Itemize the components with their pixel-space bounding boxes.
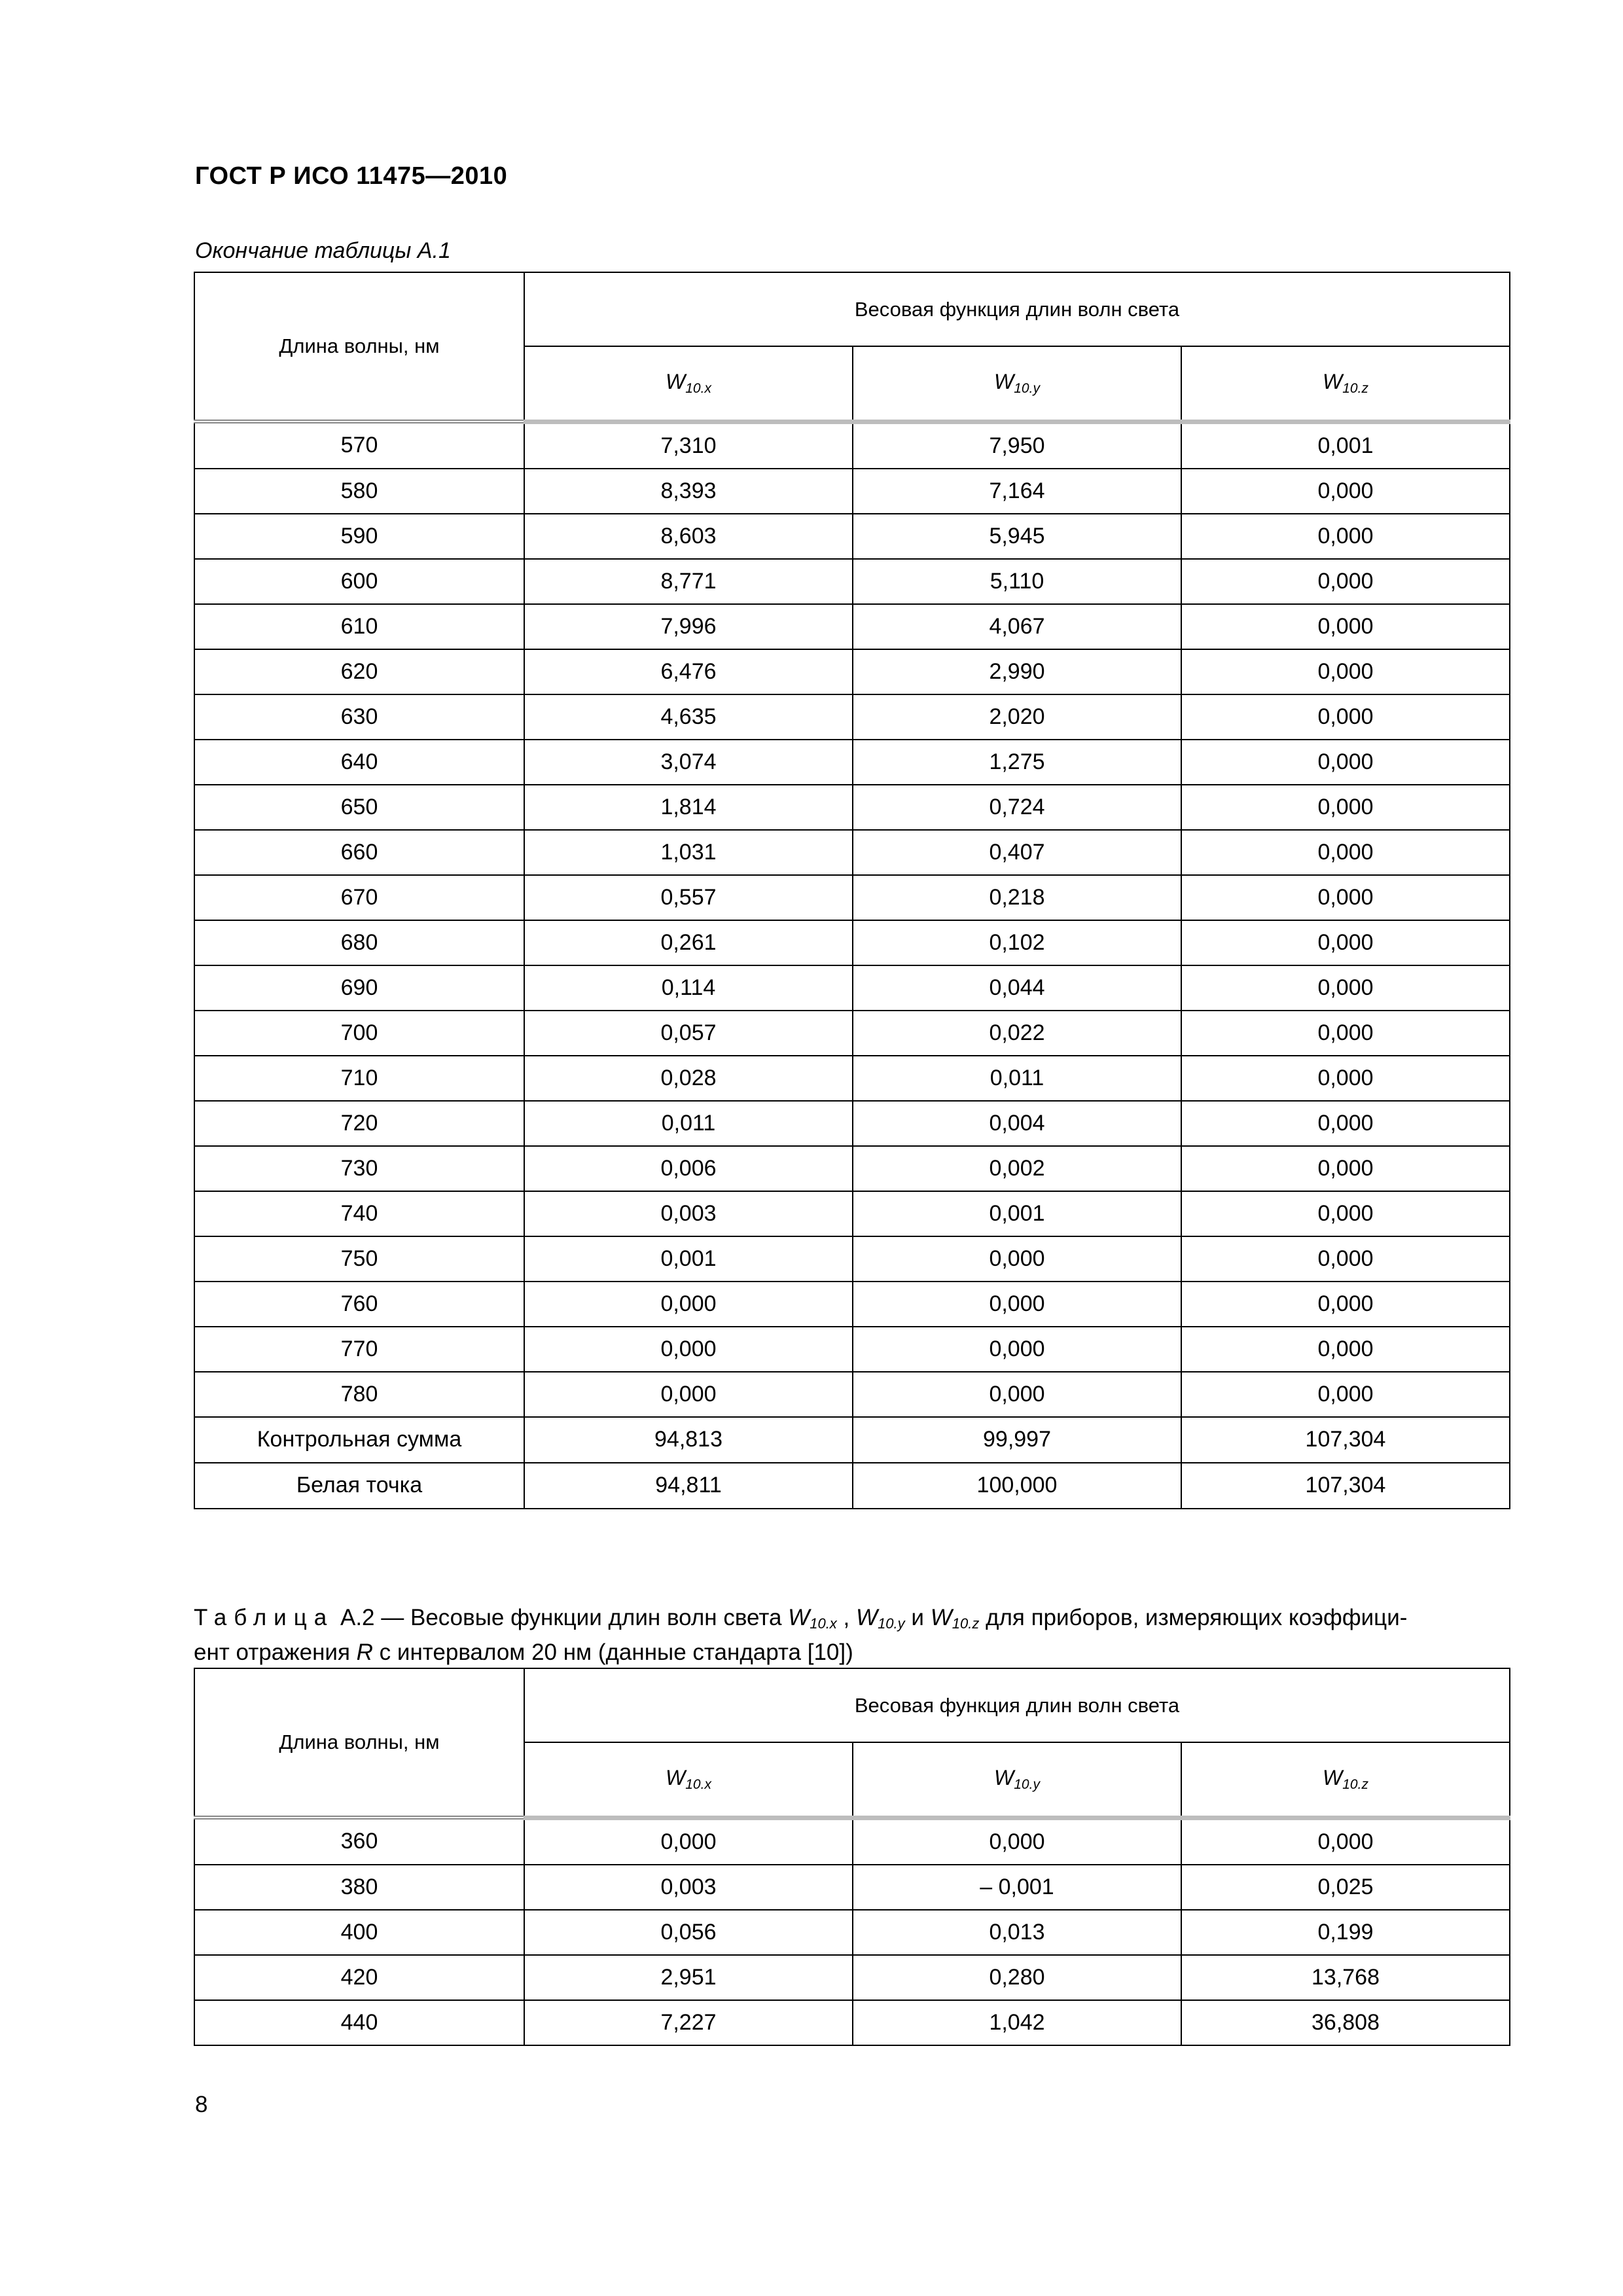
table-row xyxy=(194,1372,1510,1417)
wavelength-cell: 440 xyxy=(194,2000,524,2045)
w10x-cell: 2,951 xyxy=(524,1955,853,2000)
w10y-cell: 0,044 xyxy=(853,965,1181,1011)
table1-wavelength-header: Длина волны, нм xyxy=(194,272,524,422)
table-row xyxy=(194,830,1510,875)
whitepoint-x: 94,811 xyxy=(524,1463,853,1509)
w10z-cell: 0,000 xyxy=(1181,514,1510,559)
whitepoint-z: 107,304 xyxy=(1181,1463,1510,1509)
wavelength-cell: 600 xyxy=(194,559,524,604)
w10y-cell: 2,990 xyxy=(853,649,1181,694)
w10x-cell: 8,603 xyxy=(524,514,853,559)
table-row xyxy=(194,469,1510,514)
w10z-cell: 0,000 xyxy=(1181,559,1510,604)
w10y-cell: 0,013 xyxy=(853,1910,1181,1955)
wavelength-cell: 750 xyxy=(194,1236,524,1282)
wavelength-cell: 740 xyxy=(194,1191,524,1236)
w10y-cell: 0,000 xyxy=(853,1372,1181,1417)
w10z-cell: 0,199 xyxy=(1181,1910,1510,1955)
table-row xyxy=(194,1955,1510,2000)
w10y-cell: 2,020 xyxy=(853,694,1181,740)
wavelength-cell: 420 xyxy=(194,1955,524,2000)
w10y-cell: 0,001 xyxy=(853,1191,1181,1236)
table2-caption-prefix: Таблица xyxy=(194,1605,334,1630)
table-a1-continuation xyxy=(194,272,1510,1509)
w10y-cell: 0,280 xyxy=(853,1955,1181,2000)
table-row xyxy=(194,422,1510,469)
table-row xyxy=(194,1327,1510,1372)
w10x-cell: 0,000 xyxy=(524,1818,853,1865)
w10y-cell: 7,950 xyxy=(853,422,1181,469)
w10y-cell: 7,164 xyxy=(853,469,1181,514)
document-header-title: ГОСТ Р ИСО 11475—2010 xyxy=(195,162,508,190)
w10y-cell: 0,022 xyxy=(853,1011,1181,1056)
w10x-cell: 0,056 xyxy=(524,1910,853,1955)
wavelength-cell: 690 xyxy=(194,965,524,1011)
w10y-cell: 0,407 xyxy=(853,830,1181,875)
w10y-cell: 1,042 xyxy=(853,2000,1181,2045)
w10x-cell: 0,557 xyxy=(524,875,853,920)
w10z-cell: 0,000 xyxy=(1181,1818,1510,1865)
w10x-cell: 0,003 xyxy=(524,1865,853,1910)
wavelength-cell: 610 xyxy=(194,604,524,649)
table-row xyxy=(194,559,1510,604)
checksum-x: 94,813 xyxy=(524,1417,853,1463)
table-row xyxy=(194,694,1510,740)
wavelength-cell: 780 xyxy=(194,1372,524,1417)
w10z-cell: 0,000 xyxy=(1181,875,1510,920)
w10z-cell: 0,000 xyxy=(1181,1327,1510,1372)
table-a2 xyxy=(194,1668,1510,2046)
wavelength-cell: 710 xyxy=(194,1056,524,1101)
wavelength-cell: 650 xyxy=(194,785,524,830)
w10y-cell: 0,000 xyxy=(853,1282,1181,1327)
table-row xyxy=(194,1818,1510,1865)
w10y-cell: 0,102 xyxy=(853,920,1181,965)
whitepoint-label: Белая точка xyxy=(194,1463,524,1509)
w10y-cell: 4,067 xyxy=(853,604,1181,649)
w10x-cell: 0,057 xyxy=(524,1011,853,1056)
w10y-cell: – 0,001 xyxy=(853,1865,1181,1910)
table-row xyxy=(194,1101,1510,1146)
w10z-cell: 0,000 xyxy=(1181,649,1510,694)
table-row xyxy=(194,1056,1510,1101)
table-row xyxy=(194,875,1510,920)
wavelength-cell: 380 xyxy=(194,1865,524,1910)
w10z-cell: 0,000 xyxy=(1181,785,1510,830)
w10z-cell: 0,000 xyxy=(1181,1011,1510,1056)
w10x-cell: 0,001 xyxy=(524,1236,853,1282)
page-number: 8 xyxy=(195,2092,208,2117)
w10z-cell: 0,000 xyxy=(1181,604,1510,649)
table1-weight-function-header: Весовая функция длин волн света xyxy=(524,272,1510,346)
table2-caption: Таблица А.2 — Весовые функции длин волн света $W_{10.x}$ , $W_{10.y}$ и $W_{10.z}$ для приборов, измеряющих коэффици- ент отражения R с интервалом 20 нм (данные стандарта [10]) xyxy=(194,1605,1408,1665)
w10x-cell: 7,310 xyxy=(524,422,853,469)
w10z-cell: 0,000 xyxy=(1181,830,1510,875)
table-row xyxy=(194,1282,1510,1327)
w10z-cell: 0,000 xyxy=(1181,1372,1510,1417)
checksum-y: 99,997 xyxy=(853,1417,1181,1463)
w10x-cell: 7,996 xyxy=(524,604,853,649)
table-row xyxy=(194,1011,1510,1056)
table-row xyxy=(194,1910,1510,1955)
w10y-cell: 0,011 xyxy=(853,1056,1181,1101)
table1-w10y-header: $W_{10.y}$ xyxy=(853,346,1181,422)
w10x-cell: 0,261 xyxy=(524,920,853,965)
wavelength-cell: 590 xyxy=(194,514,524,559)
table2-body xyxy=(194,1818,1510,2045)
wavelength-cell: 580 xyxy=(194,469,524,514)
w10y-cell: 0,004 xyxy=(853,1101,1181,1146)
table1-w10x-header: $W_{10.x}$ xyxy=(524,346,853,422)
table-row xyxy=(194,1146,1510,1191)
w10x-cell: 1,814 xyxy=(524,785,853,830)
table-row xyxy=(194,920,1510,965)
table-row xyxy=(194,2000,1510,2045)
table-row xyxy=(194,514,1510,559)
w10z-cell: 0,000 xyxy=(1181,1101,1510,1146)
table1-body xyxy=(194,422,1510,1417)
table-row xyxy=(194,604,1510,649)
wavelength-cell: 620 xyxy=(194,649,524,694)
w10y-cell: 0,000 xyxy=(853,1327,1181,1372)
w10z-cell: 36,808 xyxy=(1181,2000,1510,2045)
w10y-cell: 0,724 xyxy=(853,785,1181,830)
w10z-cell: 0,000 xyxy=(1181,469,1510,514)
table-row xyxy=(194,649,1510,694)
w10x-cell: 0,000 xyxy=(524,1327,853,1372)
w10z-cell: 0,025 xyxy=(1181,1865,1510,1910)
table1-checksum-row xyxy=(194,1417,1510,1463)
table2-caption-text-1: — Весовые функции длин волн света xyxy=(381,1605,782,1630)
wavelength-cell: 630 xyxy=(194,694,524,740)
w10x-cell: 0,006 xyxy=(524,1146,853,1191)
w10x-cell: 8,771 xyxy=(524,559,853,604)
table-row xyxy=(194,1191,1510,1236)
w10z-cell: 0,000 xyxy=(1181,920,1510,965)
wavelength-cell: 670 xyxy=(194,875,524,920)
w10y-cell: 0,002 xyxy=(853,1146,1181,1191)
table2-w10z-header: $W_{10.z}$ xyxy=(1181,1742,1510,1818)
w10z-cell: 0,000 xyxy=(1181,1146,1510,1191)
w10y-cell: 1,275 xyxy=(853,740,1181,785)
w10z-cell: 13,768 xyxy=(1181,1955,1510,2000)
table-row xyxy=(194,1236,1510,1282)
w10x-cell: 8,393 xyxy=(524,469,853,514)
w10z-cell: 0,000 xyxy=(1181,1191,1510,1236)
table2-caption-text-2: для приборов, измеряющих коэффици- xyxy=(986,1605,1408,1630)
table1-whitepoint-row xyxy=(194,1463,1510,1509)
w10x-cell: 0,011 xyxy=(524,1101,853,1146)
wavelength-cell: 770 xyxy=(194,1327,524,1372)
table1-w10z-header: $W_{10.z}$ xyxy=(1181,346,1510,422)
w10z-cell: 0,000 xyxy=(1181,965,1510,1011)
w10x-cell: 1,031 xyxy=(524,830,853,875)
checksum-label: Контрольная сумма xyxy=(194,1417,524,1463)
w10x-cell: 0,114 xyxy=(524,965,853,1011)
w10y-cell: 5,110 xyxy=(853,559,1181,604)
table2-caption-number: А.2 xyxy=(340,1605,375,1630)
table1-caption: Окончание таблицы А.1 xyxy=(195,238,451,263)
wavelength-cell: 400 xyxy=(194,1910,524,1955)
wavelength-cell: 360 xyxy=(194,1818,524,1865)
w10z-cell: 0,001 xyxy=(1181,422,1510,469)
w10z-cell: 0,000 xyxy=(1181,694,1510,740)
table-row xyxy=(194,965,1510,1011)
w10z-cell: 0,000 xyxy=(1181,740,1510,785)
w10x-cell: 0,000 xyxy=(524,1282,853,1327)
w10y-cell: 5,945 xyxy=(853,514,1181,559)
w10z-cell: 0,000 xyxy=(1181,1282,1510,1327)
wavelength-cell: 640 xyxy=(194,740,524,785)
wavelength-cell: 680 xyxy=(194,920,524,965)
w10z-cell: 0,000 xyxy=(1181,1056,1510,1101)
table2-w10x-header: $W_{10.x}$ xyxy=(524,1742,853,1818)
wavelength-cell: 570 xyxy=(194,422,524,469)
w10x-cell: 4,635 xyxy=(524,694,853,740)
wavelength-cell: 760 xyxy=(194,1282,524,1327)
w10x-cell: 0,028 xyxy=(524,1056,853,1101)
table2-w10y-header: $W_{10.y}$ xyxy=(853,1742,1181,1818)
w10z-cell: 0,000 xyxy=(1181,1236,1510,1282)
table2-wavelength-header: Длина волны, нм xyxy=(194,1668,524,1818)
w10y-cell: 0,218 xyxy=(853,875,1181,920)
w10x-cell: 6,476 xyxy=(524,649,853,694)
w10y-cell: 0,000 xyxy=(853,1818,1181,1865)
table2-weight-function-header: Весовая функция длин волн света xyxy=(524,1668,1510,1742)
table-row xyxy=(194,740,1510,785)
checksum-z: 107,304 xyxy=(1181,1417,1510,1463)
wavelength-cell: 660 xyxy=(194,830,524,875)
w10x-cell: 0,003 xyxy=(524,1191,853,1236)
whitepoint-y: 100,000 xyxy=(853,1463,1181,1509)
w10x-cell: 7,227 xyxy=(524,2000,853,2045)
w10x-cell: 3,074 xyxy=(524,740,853,785)
table-row xyxy=(194,1865,1510,1910)
wavelength-cell: 730 xyxy=(194,1146,524,1191)
w10y-cell: 0,000 xyxy=(853,1236,1181,1282)
table-row xyxy=(194,785,1510,830)
wavelength-cell: 720 xyxy=(194,1101,524,1146)
wavelength-cell: 700 xyxy=(194,1011,524,1056)
w10x-cell: 0,000 xyxy=(524,1372,853,1417)
